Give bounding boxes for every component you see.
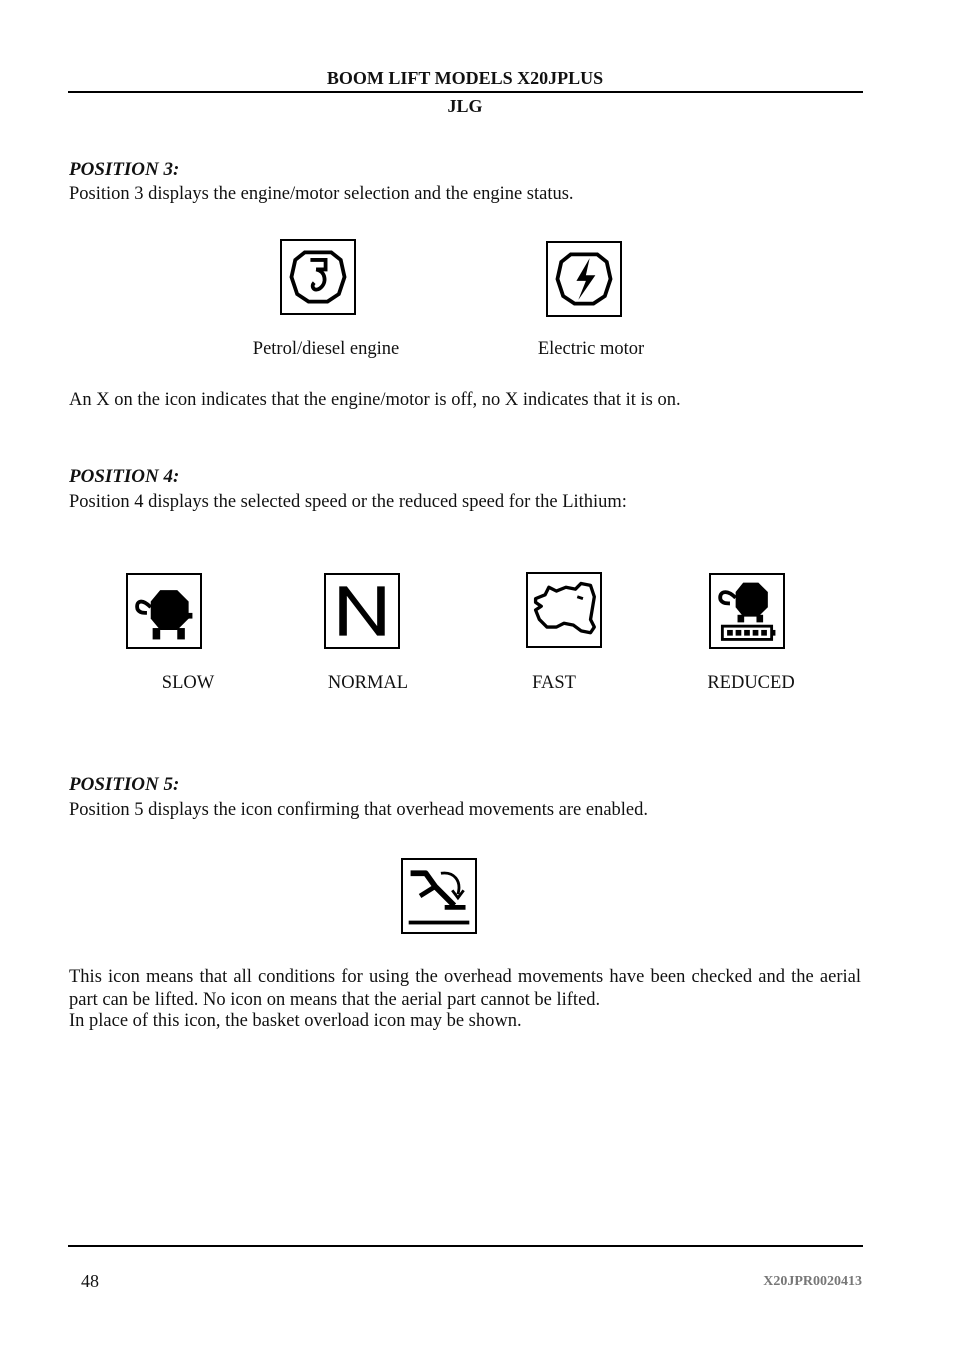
document-header-subtitle: JLG bbox=[447, 96, 483, 116]
position-5-title: POSITION 5: bbox=[69, 774, 180, 795]
turtle-battery-icon bbox=[709, 573, 785, 649]
reduced-caption: REDUCED bbox=[707, 673, 795, 693]
hare-icon bbox=[526, 572, 602, 648]
position-3-description: Position 3 displays the engine/motor selection and the engine status. bbox=[69, 184, 574, 204]
footer-rule bbox=[68, 1245, 863, 1247]
position-5-description: Position 5 displays the icon confirming that overhead movements are enabled. bbox=[69, 800, 649, 820]
position-3-title: POSITION 3: bbox=[69, 159, 180, 180]
electric-motor-caption: Electric motor bbox=[537, 339, 645, 359]
overhead-movement-icon bbox=[401, 858, 477, 934]
position-4-description: Position 4 displays the selected speed or the reduced speed for the Lithium: bbox=[69, 492, 627, 512]
position-5-paragraph-1: This icon means that all conditions for using the overhead movements have been checked and the aerial part can be lifted. No icon on means that the aerial part cannot be lifted. bbox=[69, 967, 861, 1010]
header-rule bbox=[68, 91, 863, 93]
slow-caption: SLOW bbox=[161, 673, 215, 693]
position-3-note: An X on the icon indicates that the engine/motor is off, no X indicates that it is on. bbox=[69, 390, 681, 410]
letter-n-icon bbox=[324, 573, 400, 649]
document-header-title: BOOM LIFT MODELS X20JPLUS bbox=[326, 68, 604, 88]
petrol-engine-icon bbox=[280, 239, 356, 315]
electric-motor-icon bbox=[546, 241, 622, 317]
document-code: X20JPR0020413 bbox=[763, 1274, 862, 1289]
fast-caption: FAST bbox=[532, 673, 576, 693]
position-4-title: POSITION 4: bbox=[69, 466, 180, 487]
normal-caption: NORMAL bbox=[327, 673, 409, 693]
petrol-engine-caption: Petrol/diesel engine bbox=[252, 339, 400, 359]
turtle-icon bbox=[126, 573, 202, 649]
page-number: 48 bbox=[81, 1271, 99, 1291]
position-5-paragraph-2: In place of this icon, the basket overload icon may be shown. bbox=[69, 1011, 522, 1031]
